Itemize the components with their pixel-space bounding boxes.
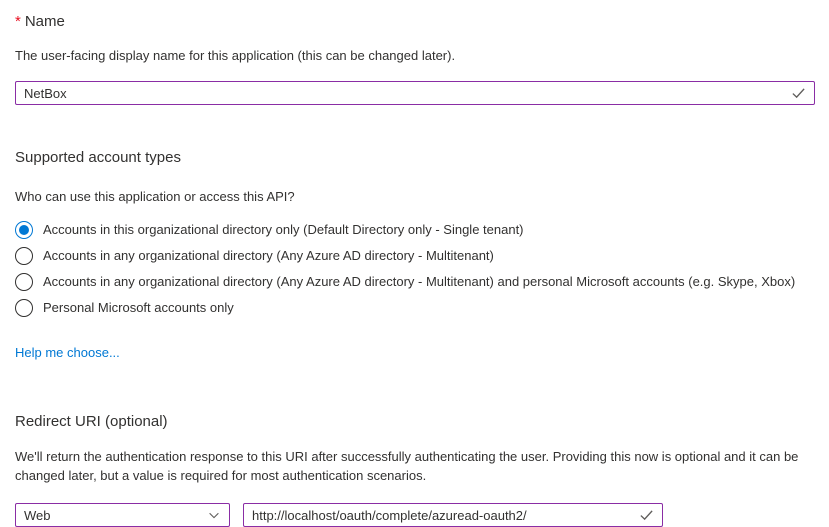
platform-select[interactable] [15, 503, 230, 527]
radio-unselected-icon [15, 273, 33, 291]
radio-option-label: Personal Microsoft accounts only [43, 300, 234, 315]
radio-unselected-icon [15, 299, 33, 317]
account-types-question: Who can use this application or access this API? [15, 189, 295, 204]
supported-account-types-section [15, 148, 815, 362]
radio-option-label: Accounts in any organizational directory (Any Azure AD directory - Multitenant) [43, 248, 494, 263]
name-input-wrap [15, 81, 815, 105]
radio-selected-icon [15, 221, 33, 239]
radio-option-label: Accounts in this organizational directory only (Default Directory only - Single tenant) [43, 222, 524, 237]
redirect-uri-input[interactable] [243, 503, 663, 527]
redirect-uri-controls [15, 503, 815, 527]
radio-option-label: Accounts in any organizational directory (Any Azure AD directory - Multitenant) and personal Microsoft accounts (e.g. Skype, Xbox) [43, 274, 796, 289]
chevron-down-icon [207, 508, 221, 522]
radio-option-multitenant-personal[interactable] [15, 269, 815, 295]
radio-option-single-tenant[interactable] [15, 217, 815, 243]
radio-unselected-icon [15, 247, 33, 265]
name-section [15, 12, 815, 105]
name-description: The user-facing display name for this application (this can be changed later). [15, 48, 456, 63]
redirect-uri-heading: Redirect URI (optional) [15, 413, 168, 430]
redirect-uri-description: We'll return the authentication response to this URI after successfully authenticating the user. Providing this now is optional and it can be changed later, but a value is required for most authentication scenarios. [15, 449, 799, 483]
help-me-choose-link[interactable]: Help me choose... [15, 345, 120, 360]
redirect-uri-input-wrap [243, 503, 663, 527]
platform-select-value: Web [24, 507, 51, 523]
required-asterisk: * [15, 13, 21, 30]
radio-option-multitenant[interactable] [15, 243, 815, 269]
name-label [15, 12, 815, 32]
radio-option-personal-only[interactable] [15, 295, 815, 321]
name-input[interactable] [15, 81, 815, 105]
name-label-text: Name [24, 13, 65, 30]
redirect-uri-section [15, 412, 815, 527]
supported-account-types-heading: Supported account types [15, 149, 181, 166]
account-types-radio-group [15, 217, 815, 321]
